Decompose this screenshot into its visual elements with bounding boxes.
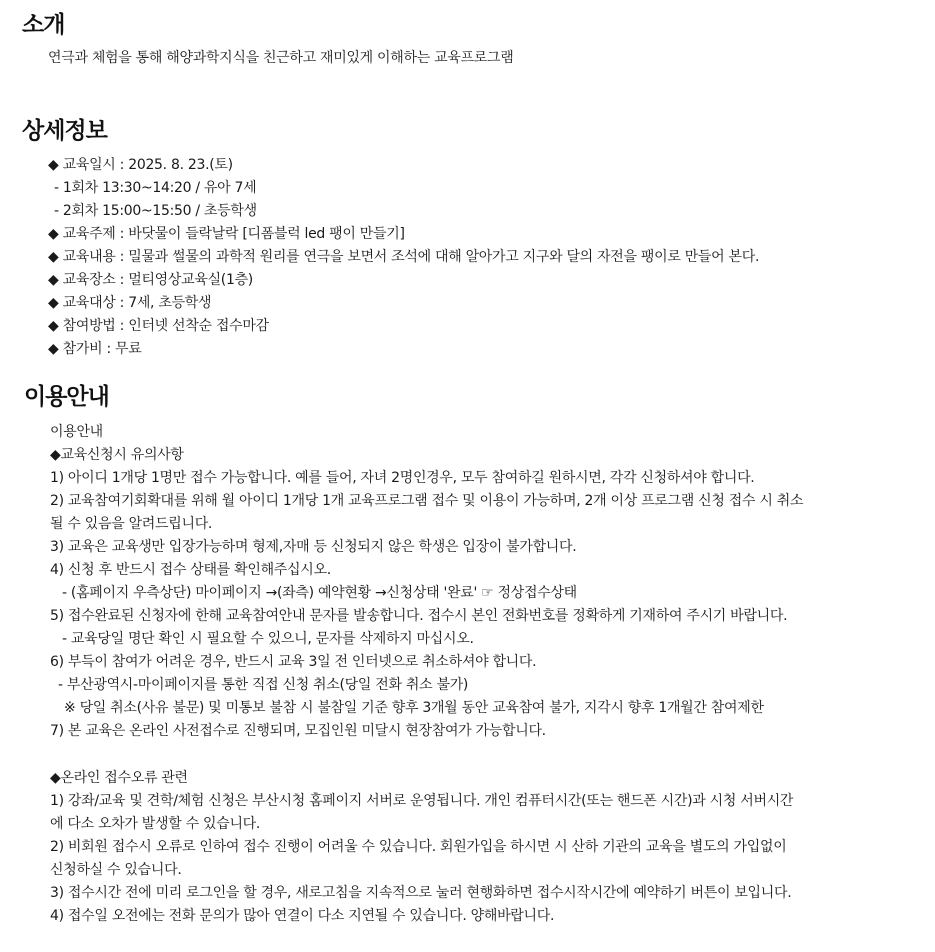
detail-line: ◆ 교육내용 : 밀물과 썰물의 과학적 원리를 연극을 보면서 조석에 대해 알아가고 지구와 달의 자전을 팽이로 만들어 본다.	[48, 249, 760, 265]
guide-line: 6) 부득이 참여가 어려운 경우, 반드시 교육 3일 전 인터넷으로 취소하셔야 합니다.	[50, 654, 537, 670]
guide-line: 신청하실 수 있습니다.	[50, 862, 182, 878]
detail-line: ◆ 교육일시 : 2025. 8. 23.(토)	[48, 157, 233, 173]
intro-text: 연극과 체험을 통해 해양과학지식을 친근하고 재미있게 이해하는 교육프로그램	[48, 50, 514, 66]
guide-line: 7) 본 교육은 온라인 사전접수로 진행되며, 모집인원 미달시 현장참여가 가능합니다.	[50, 723, 546, 739]
detail-line: ◆ 교육주제 : 바닷물이 들락날락 [디폼블럭 led 팽이 만들기]	[48, 226, 405, 242]
intro-heading: 소개	[22, 12, 65, 38]
guide-line: 에 다소 오차가 발생할 수 있습니다.	[50, 816, 261, 832]
guide-line: 3) 접수시간 전에 미리 로그인을 할 경우, 새로고침을 지속적으로 눌러 현행화하면 접수시작시간에 예약하기 버튼이 보입니다.	[50, 885, 792, 901]
guide-line: 4) 접수일 오전에는 전화 문의가 많아 연결이 다소 지연될 수 있습니다. 양해바랍니다.	[50, 908, 555, 924]
guide-line: 5) 접수완료된 신청자에 한해 교육참여안내 문자를 발송합니다. 접수시 본인 전화번호를 정확하게 기재하여 주시기 바랍니다.	[50, 608, 788, 624]
guide-line: - 부산광역시-마이페이지를 통한 직접 신청 취소(당일 전화 취소 불가)	[58, 677, 469, 693]
guide-line: 이용안내	[50, 424, 103, 440]
guide-line: ◆온라인 접수오류 관련	[50, 770, 188, 786]
detail-line: ◆ 참가비 : 무료	[48, 341, 142, 357]
guide-heading: 이용안내	[24, 384, 109, 410]
guide-line: 2) 비회원 접수시 오류로 인하여 접수 진행이 어려울 수 있습니다. 회원가입을 하시면 시 산하 기관의 교육을 별도의 가입없이	[50, 839, 787, 855]
guide-line: 1) 아이디 1개당 1명만 접수 가능합니다. 예를 들어, 자녀 2명인경우, 모두 참여하길 원하시면, 각각 신청하셔야 합니다.	[50, 470, 755, 486]
detail-line: - 1회차 13:30~14:20 / 유아 7세	[54, 180, 257, 196]
detail-line: ◆ 교육장소 : 멀티영상교육실(1층)	[48, 272, 253, 288]
guide-line: 3) 교육은 교육생만 입장가능하며 형제,자매 등 신청되지 않은 학생은 입장이 불가합니다.	[50, 539, 577, 555]
detail-line: ◆ 참여방법 : 인터넷 선착순 접수마감	[48, 318, 269, 334]
guide-line: ※ 당일 취소(사유 불문) 및 미통보 불참 시 불참일 기준 향후 3개월 동안 교육참여 불가, 지각시 향후 1개월간 참여제한	[64, 700, 764, 716]
guide-line: ◆교육신청시 유의사항	[50, 447, 184, 463]
detail-line: ◆ 교육대상 : 7세, 초등학생	[48, 295, 212, 311]
guide-line: 될 수 있음을 알려드립니다.	[50, 516, 213, 532]
detail-line: - 2회차 15:00~15:50 / 초등학생	[54, 203, 257, 219]
guide-line: 2) 교육참여기회확대를 위해 월 아이디 1개당 1개 교육프로그램 접수 및 이용이 가능하며, 2개 이상 프로그램 신청 접수 시 취소	[50, 493, 804, 509]
guide-line: 1) 강좌/교육 및 견학/체험 신청은 부산시청 홈페이지 서버로 운영됩니다. 개인 컴퓨터시간(또는 핸드폰 시간)과 시청 서버시간	[50, 793, 794, 809]
guide-line: 4) 신청 후 반드시 접수 상태를 확인해주십시오.	[50, 562, 331, 578]
guide-line: - (홈페이지 우측상단) 마이페이지 →(좌측) 예약현황 →신청상태 '완료' ☞ 정상접수상태	[62, 585, 577, 601]
guide-line: - 교육당일 명단 확인 시 필요할 수 있으니, 문자를 삭제하지 마십시오.	[62, 631, 474, 647]
details-heading: 상세정보	[22, 118, 107, 144]
